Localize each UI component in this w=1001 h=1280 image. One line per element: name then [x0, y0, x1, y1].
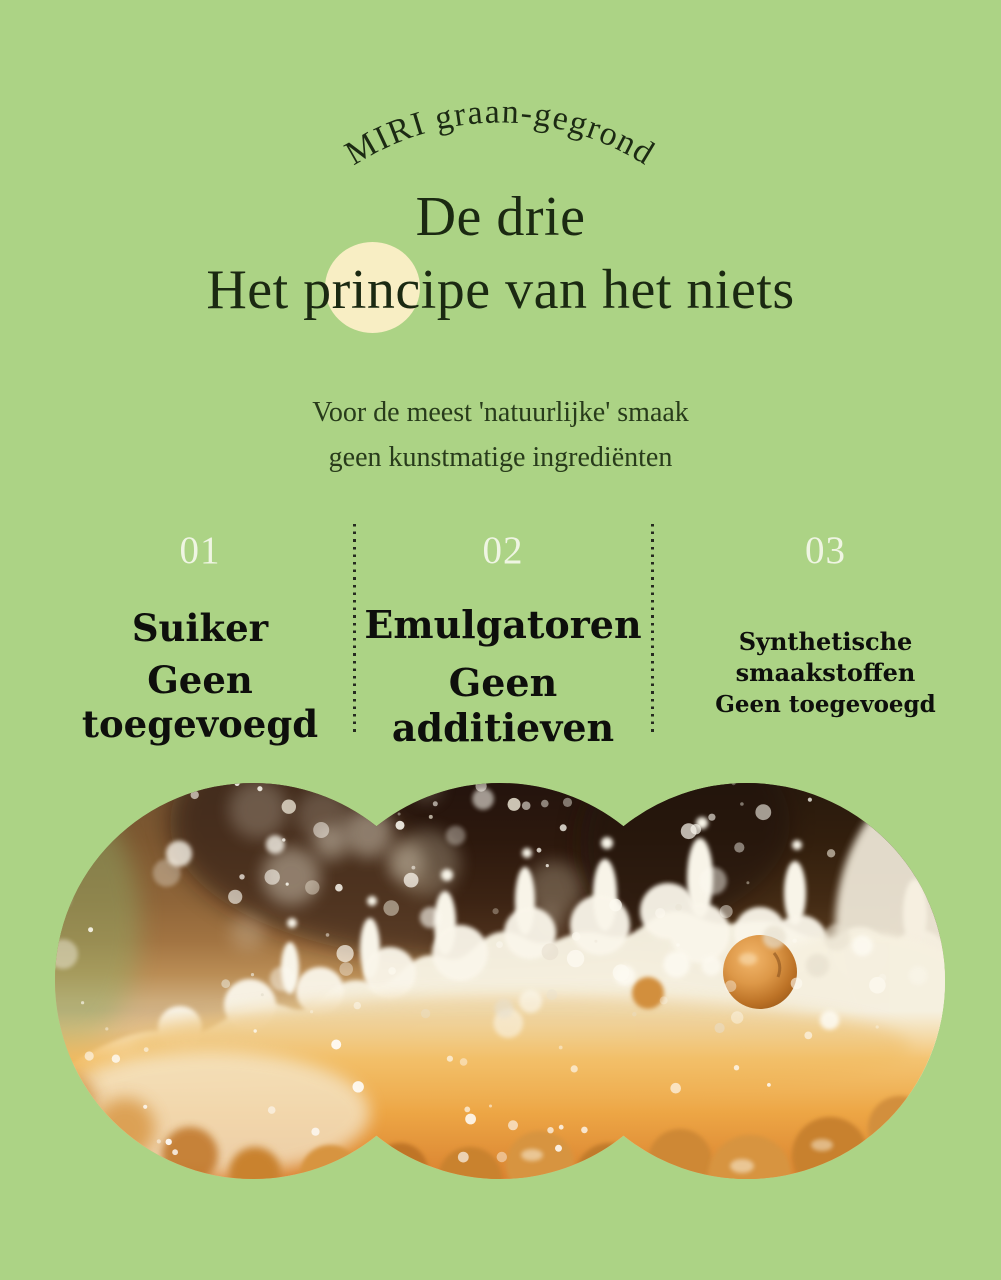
principle-1-number: 01 — [179, 529, 221, 572]
title-line2: Het principe van het niets — [206, 259, 795, 321]
principle-1 — [25, 527, 375, 746]
principle-3-title: Synthetische smaakstoffen — [735, 627, 916, 687]
hero-soybean — [723, 935, 797, 1009]
principle-3-number: 03 — [805, 529, 846, 572]
principle-2 — [356, 527, 650, 750]
principle-3-claim: Geen toegevoegd — [715, 691, 936, 718]
principle-2-number: 02 — [482, 529, 524, 572]
principle-2-title: Emulgatoren — [364, 602, 642, 647]
subtitle-line1: Voor de meest 'natuurlijke' smaak — [312, 397, 689, 428]
principle-1-title: Suiker — [131, 606, 269, 650]
title-line1: De drie — [415, 186, 586, 248]
poster-title — [0, 181, 1001, 327]
arc-title-text — [339, 93, 661, 172]
subtitle-line2: geen kunstmatige ingrediënten — [328, 442, 673, 473]
principle-3 — [653, 527, 998, 720]
poster-subtitle — [0, 390, 1001, 480]
milk-splash-photo — [0, 783, 1001, 1180]
principle-2-claim: Geen additieven — [391, 660, 615, 750]
arc-title-textpath: MIRI graan-gegrond — [339, 93, 662, 173]
principle-1-claim: Geen toegevoegd — [81, 658, 319, 746]
splash-scene — [0, 783, 1001, 1180]
